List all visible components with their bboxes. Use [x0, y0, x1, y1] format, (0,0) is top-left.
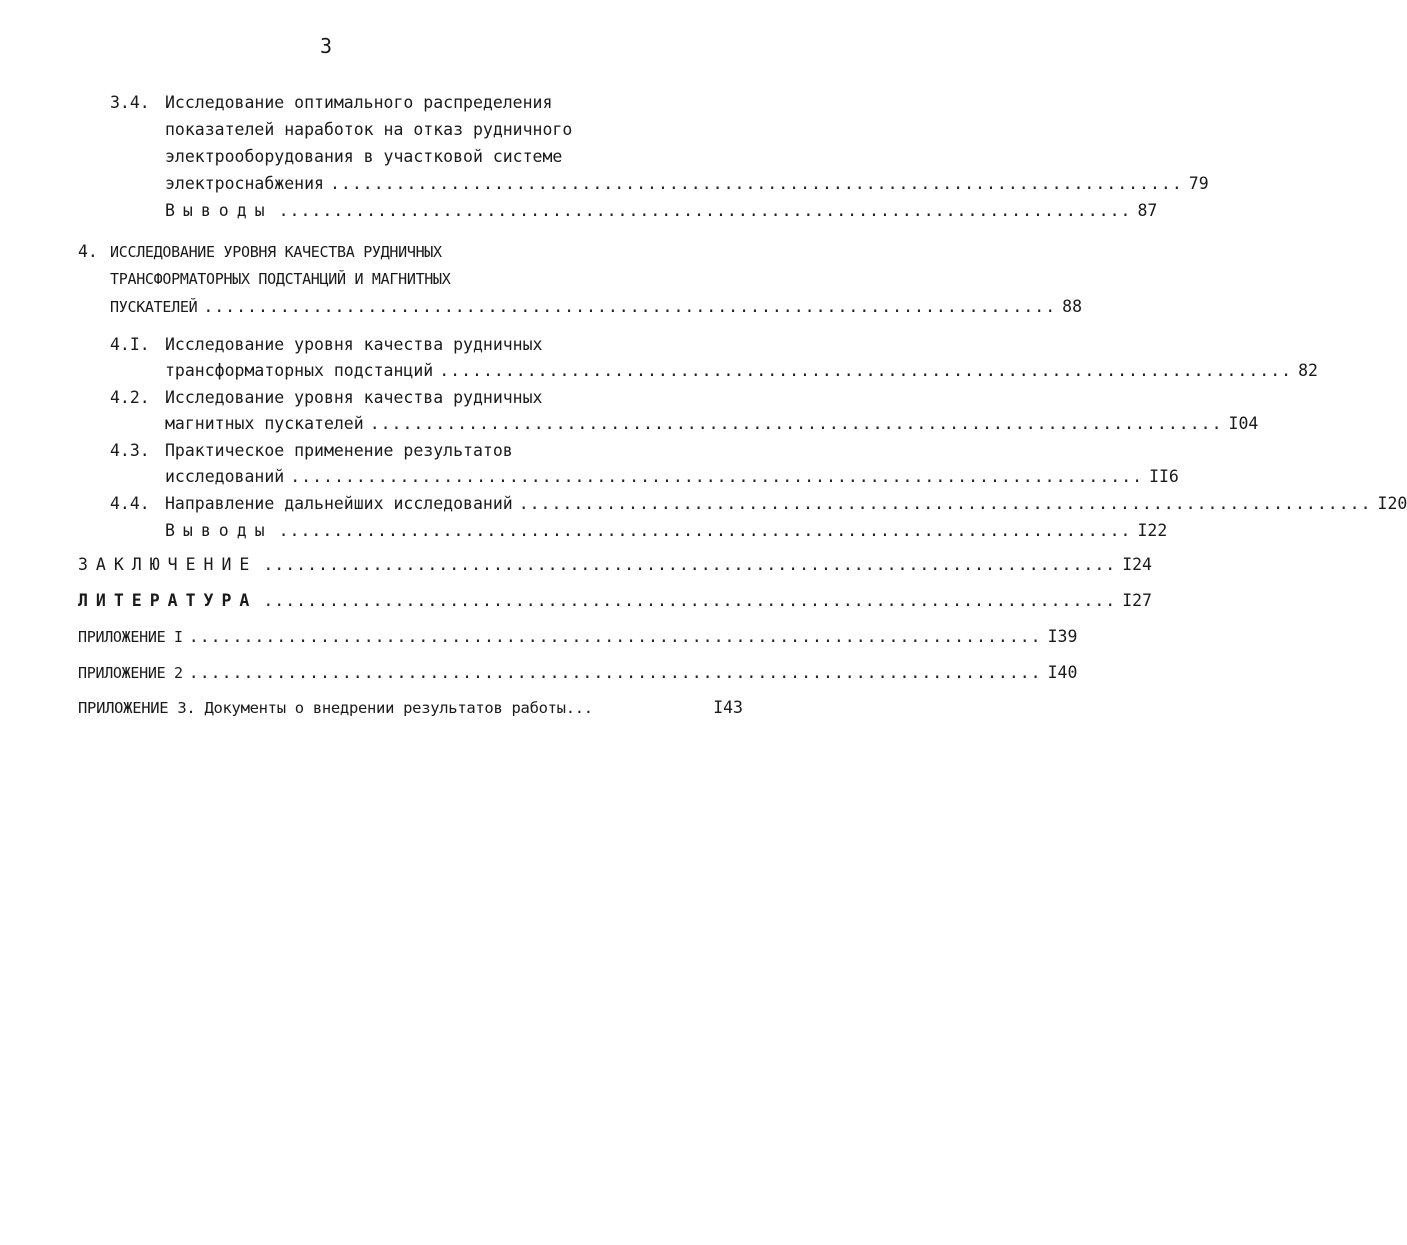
toc-entry-4-3-page: II6 [1149, 467, 1179, 486]
toc-entry-conclusion-page: I24 [1122, 555, 1152, 574]
toc-entry-4-1-line2: трансформаторных подстанций [165, 361, 434, 380]
toc-entry-3-4-line2: показателей наработок на отказ рудничного [165, 120, 573, 139]
toc-entry-literature [78, 590, 1152, 612]
leader-dots: .............................................................................. [290, 467, 1144, 486]
toc-entry-4-conclusions-page: I22 [1137, 521, 1168, 540]
toc-entry-4-1-lastline [165, 360, 1318, 382]
leader-dots: .............................................................................. [369, 414, 1223, 433]
toc-entry-3-4-line4: электроснабжения [165, 174, 324, 193]
page-number: 3 [320, 34, 334, 58]
leader-dots: .............................................................................. [278, 201, 1132, 220]
toc-entry-3-4-line1: Исследование оптимального распределения [165, 93, 553, 112]
toc-entry-literature-title: ЛИТЕРАТУРА [78, 591, 258, 610]
leader-dots: .............................................................................. [329, 174, 1183, 193]
toc-entry-4-1-page: 82 [1298, 361, 1318, 380]
toc-entry-4-line1: ИССЛЕДОВАНИЕ УРОВНЯ КАЧЕСТВА РУДНИЧНЫХ [110, 243, 442, 261]
toc-entry-conclusion-title: ЗАКЛЮЧЕНИЕ [78, 555, 258, 574]
toc-entry-4-2-page: I04 [1228, 414, 1259, 433]
leader-dots: .............................................................................. [439, 361, 1293, 380]
toc-entry-4-3-line1: Практическое применение результатов [165, 441, 513, 460]
toc-entry-4-3-line2: исследований [165, 467, 285, 486]
toc-entry-4-4-line1: Направление дальнейших исследований [165, 494, 513, 513]
leader-dots: .............................................................................. [263, 555, 1117, 574]
leader-dots: .............................................................................. [203, 297, 1057, 316]
toc-entry-3-4-page: 79 [1188, 174, 1209, 193]
toc-entry-3-4-lastline [165, 173, 1209, 195]
toc-entry-4-lastline [110, 296, 1083, 318]
toc-entry-4-3-number: 4.3. [110, 441, 150, 460]
toc-entry-4-number: 4. [78, 242, 98, 261]
toc-entry-4-line3: ПУСКАТЕЛЕЙ [110, 298, 198, 316]
toc-entry-literature-page: I27 [1122, 591, 1152, 610]
toc-entry-4-2-line1: Исследование уровня качества рудничных [165, 388, 543, 407]
toc-entry-appendix-2-title: ПРИЛОЖЕНИЕ 2 [78, 664, 183, 682]
toc-entry-4-4-page: I20 [1377, 494, 1407, 513]
toc-entry-appendix-2 [78, 662, 1078, 684]
leader-dots: .............................................................................. [188, 627, 1042, 646]
toc-entry-4-2-number: 4.2. [110, 388, 150, 407]
toc-entry-3-conclusions-page: 87 [1137, 201, 1158, 220]
toc-entry-4-3-lastline [165, 466, 1179, 488]
toc-entry-appendix-3-page: I43 [713, 698, 743, 717]
toc-entry-4-4-number: 4.4. [110, 494, 150, 513]
toc-entry-4-4-row [165, 493, 1407, 515]
toc-entry-conclusion [78, 554, 1152, 576]
leader-dots: .............................................................................. [188, 663, 1042, 682]
toc-entry-4-1-number: 4.I. [110, 335, 150, 354]
toc-entry-3-conclusions-title: Выводы [165, 201, 273, 220]
toc-entry-4-conclusions [165, 520, 1168, 542]
toc-entry-appendix-1 [78, 626, 1078, 648]
toc-entry-appendix-1-title: ПРИЛОЖЕНИЕ I [78, 628, 183, 646]
toc-entry-4-2-line2: магнитных пускателей [165, 414, 364, 433]
toc-entry-appendix-3 [78, 697, 743, 719]
toc-entry-3-4-number: 3.4. [110, 93, 150, 112]
toc-entry-appendix-2-page: I40 [1047, 663, 1078, 682]
toc-entry-appendix-1-page: I39 [1047, 627, 1078, 646]
toc-entry-4-2-lastline [165, 413, 1259, 435]
leader-dots: .............................................................................. [518, 494, 1372, 513]
toc-entry-4-page: 88 [1062, 297, 1083, 316]
toc-entry-4-line2: ТРАНСФОРМАТОРНЫХ ПОДСТАНЦИЙ И МАГНИТНЫХ [110, 270, 451, 288]
leader-dots: .............................................................................. [263, 591, 1117, 610]
toc-entry-4-1-line1: Исследование уровня качества рудничных [165, 335, 543, 354]
toc-entry-3-4-line3: электрооборудования в участковой системе [165, 147, 563, 166]
toc-entry-4-conclusions-title: Выводы [165, 521, 273, 540]
toc-entry-appendix-3-title: ПРИЛОЖЕНИЕ 3. Документы о внедрении результатов работы... [78, 699, 593, 717]
leader-dots: .............................................................................. [278, 521, 1132, 540]
toc-entry-3-conclusions [165, 200, 1158, 222]
